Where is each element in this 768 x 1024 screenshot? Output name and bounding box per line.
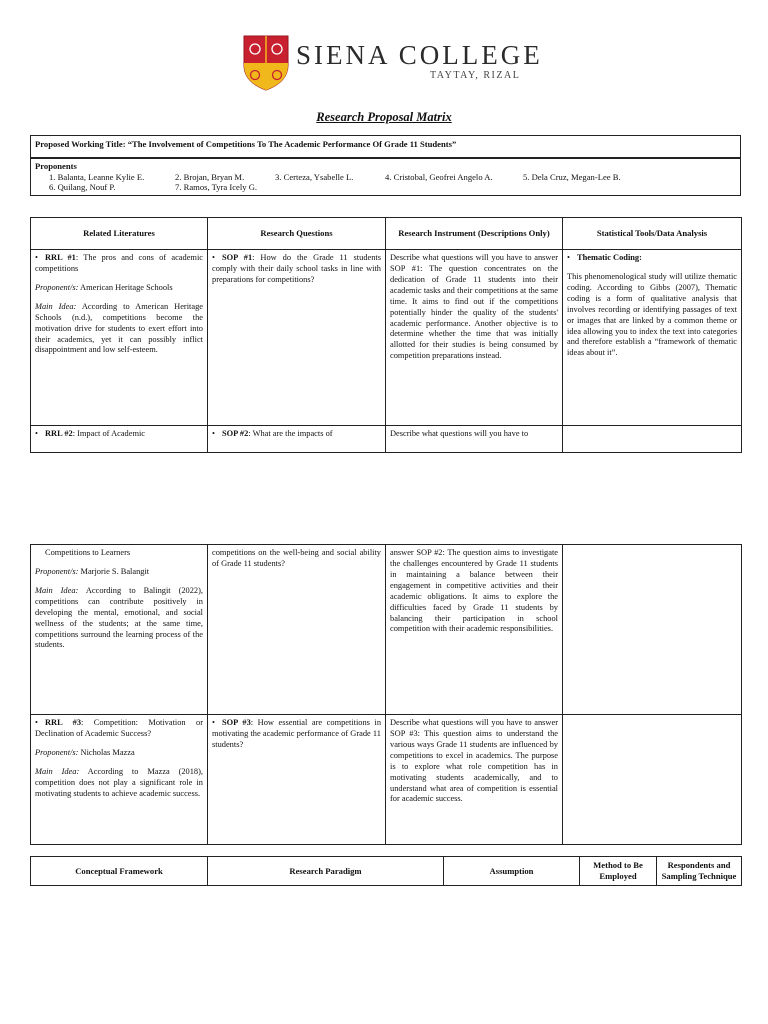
header-conceptual-framework: Conceptual Framework [31,857,208,886]
proponents-label: Proponents [35,161,77,171]
proponent-item: 1. Balanta, Leanne Kylie E. [49,171,145,182]
instrument-3-cell: Describe what questions will you have to answer SOP #3: This question aims to understand the various ways Grade 11 students are influenced by competitions to excel in academics. The purpose is to explore what role competition has in motivating students academically, and to understand what area of competition is essential for academic success. [386,715,563,845]
college-shield-logo [243,35,289,91]
proponent-item: 4. Cristobal, Geofrei Angelo A. [385,171,493,182]
rrl-1-cell: • RRL #1: The pros and cons of academic competitions Proponent/s: American Heritage Schools Main Idea: According to American Heritage Schools (n.d.), competitions become the motivation drive for students to exert effort into their academics, yet it can possibly inflict disappointment and low self-esteem. [31,250,208,426]
header-research-paradigm: Research Paradigm [208,857,444,886]
header-respondents: Respondents and Sampling Technique [657,857,742,886]
table-row [31,426,742,453]
sop-2-cont-cell: competitions on the well-being and social ability of Grade 11 students? [208,545,386,715]
header-research-instrument: Research Instrument (Descriptions Only) [386,218,563,250]
matrix-header-row [31,218,742,250]
research-matrix-table-continued [30,544,742,845]
sop-2-cell: • SOP #2: What are the impacts of [208,426,386,453]
college-name: SIENA COLLEGE [296,40,543,70]
rrl-3-cell: • RRL #3: Competition: Motivation or Declination of Academic Success? Proponent/s: Nicholas Mazza Main Idea: According to Mazza (2018), competition does not play a significant role in motivating students to achieve academic success. [31,715,208,845]
table-row [31,545,742,715]
header-related-literatures: Related Literatures [31,218,208,250]
stat-empty-cell [563,545,742,715]
stat-empty-cell [563,426,742,453]
table-row [31,715,742,845]
working-title-value: “The Involvement of Competitions To The Academic Performance Of Grade 11 Students” [127,139,457,149]
instrument-2-cont-cell: answer SOP #2: The question aims to investigate the challenges encountered by Grade 11 students in maintaining a balance between their engagement in competitive activities and their academic obligations. It aims to explore the difficulties faced by Grade 11 students by balancing their participation in school competition with their academic responsibilities. [386,545,563,715]
proponent-item: 3. Certeza, Ysabelle L. [275,171,354,182]
header-method: Method to Be Employed [580,857,657,886]
framework-table [30,856,742,886]
proponent-item: 2. Brojan, Bryan M. [175,171,245,182]
instrument-1-cell: Describe what questions will you have to answer SOP #1: The question concentrates on the dedication of Grade 11 students into their academic tasks and their competitions at the same time. It aims to find out if the competitions potentially hinder the quality of the students' academic performance. Another objective is to determine whether the time that was initially allotted for their studies is being consumed by competition preparations instead. [386,250,563,426]
header-assumption: Assumption [444,857,580,886]
working-title-label: Proposed Working Title: [35,139,126,149]
proponent-item: 5. Dela Cruz, Megan-Lee B. [523,171,621,182]
proponent-item: 7. Ramos, Tyra Icely G. [175,182,258,193]
framework-header-row [31,857,742,886]
rrl-2-cell: • RRL #2: Impact of Academic [31,426,208,453]
instrument-2-cell: Describe what questions will you have to [386,426,563,453]
stat-empty-cell [563,715,742,845]
rrl-2-cont-cell: Competitions to Learners Proponent/s: Marjorie S. Balangit Main Idea: According to Balingit (2022), competitions can contribute positively in developing the mental, emotional, and social wellness of the students; at the same time, competitions surround the learning process of the students. [31,545,208,715]
working-title-box [30,135,741,158]
header-research-questions: Research Questions [208,218,386,250]
header-statistical-tools: Statistical Tools/Data Analysis [563,218,742,250]
stat-tools-cell: • Thematic Coding: This phenomenological study will utilize thematic coding. According to Gibbs (2007), Thematic coding is a form of qualitative analysis that involves recording or identifying passages of text or images that are linked by a common theme or idea allowing you to index the text into categories and therefore establish a “framework of thematic ideas about it”. [563,250,742,426]
sop-3-cell: • SOP #3: How essential are competitions in motivating the academic performance of Grade 11 students? [208,715,386,845]
proponents-row-1 [35,172,736,183]
document-title: Research Proposal Matrix [316,110,452,124]
research-matrix-table [30,217,742,453]
proponents-row-2 [35,182,736,193]
table-row [31,250,742,426]
college-location: TAYTAY, RIZAL [430,70,521,81]
sop-1-cell: • SOP #1: How do the Grade 11 students comply with their daily school tasks in line with preparations for competitions? [208,250,386,426]
proponent-item: 6. Quilang, Nouf P. [49,182,116,193]
proponents-box [30,158,741,196]
